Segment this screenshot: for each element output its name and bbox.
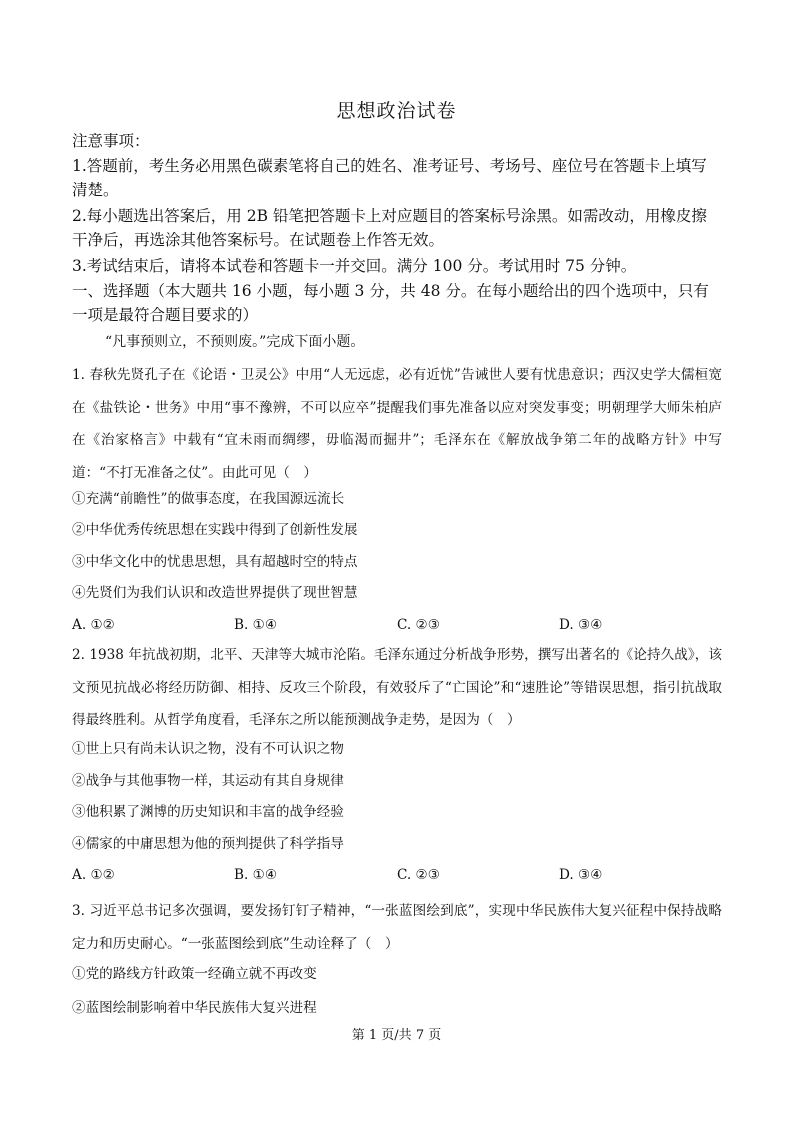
notice-item-2: 2.每小题选出答案后，用 2B 铅笔把答题卡上对应题目的答案标号涂黑。如需改动，用橡皮擦干净后，再选涂其他答案标号。在试题卷上作答无效。 [72,207,707,249]
page-title: 思想政治试卷 [336,100,457,122]
page-footer: 第 1 页/共 7 页 [351,1028,442,1043]
question-2-choice-d: D. ③④ [559,867,603,883]
question-1-option-2: ②中华优秀传统思想在实践中得到了创新性发展 [72,522,358,538]
notice-heading: 注意事项： [72,132,150,150]
question-2-choice-a: A. ①② [72,867,115,883]
question-1-option-1: ①充满“前瞻性”的做事态度，在我国源远流长 [72,491,345,507]
notice-item-3: 3.考试结束后，请将本试卷和答题卡一并交回。满分 100 分。考试用时 75 分钟。 [72,257,637,275]
question-2-option-2: ②战争与其他事物一样，其运动有其自身规律 [72,773,344,789]
question-1-choice-d: D. ③④ [559,617,603,633]
question-1-choice-b: B. ①④ [234,617,278,633]
question-1-stem: 1. 春秋先贤孔子在《论语・卫灵公》中用“人无远虑，必有近忧”告诫世人要有忧患意识；西汉史学大儒桓宽在《盐铁论・世务》中用“事不豫辨，不可以应卒”提醒我们事先准备以应对突发事变；明朝理学大师朱柏庐在《治家格言》中载有“宜未雨而绸缪，毋临渴而掘井”；毛泽东在《解放战争第二年的战略方针》中写道：“不打无准备之仗”。由此可见（ ） [72,367,722,481]
question-2-stem: 2. 1938 年抗战初期，北平、天津等大城市沦陷。毛泽东通过分析战争形势，撰写出著名的《论持久战》，该文预见抗战必将经历防御、相持、反攻三个阶段，有效驳斥了“亡国论”和“速胜论”等错误思想，指引抗战取得最终胜利。从哲学角度看，毛泽东之所以能预测战争走势，是因为（ ） [72,647,722,729]
question-2-option-3: ③他积累了渊博的历史知识和丰富的战争经验 [72,804,344,820]
question-3-option-1: ①党的路线方针政策一经确立就不再改变 [72,966,317,982]
question-1-choice-a: A. ①② [72,617,115,633]
group-intro: “凡事预则立，不预则废。”完成下面小题。 [105,334,365,350]
question-2-option-4: ④儒家的中庸思想为他的预判提供了科学指导 [72,836,344,852]
section-heading: 一、选择题（本大题共 16 小题，每小题 3 分，共 48 分。在每小题给出的四个选项中，只有一项是最符合题目要求的） [72,282,709,324]
question-2-choices [72,863,722,887]
question-2-option-1: ①世上只有尚未认识之物，没有不可认识之物 [72,741,344,757]
question-3-option-2: ②蓝图绘制影响着中华民族伟大复兴进程 [72,1000,317,1016]
question-3-stem: 3. 习近平总书记多次强调，要发扬钉钉子精神，“一张蓝图绘到底”，实现中华民族伟大复兴征程中保持战略定力和历史耐心。“一张蓝图绘到底”生动诠释了（ ） [72,903,722,952]
question-2-choice-b: B. ①④ [234,867,278,883]
question-1-choice-c: C. ②③ [397,617,440,633]
question-2-choice-c: C. ②③ [397,867,440,883]
notice-item-1: 1.答题前，考生务必用黑色碳素笔将自己的姓名、准考证号、考场号、座位号在答题卡上填写清楚。 [72,157,707,199]
question-1-option-4: ④先贤们为我们认识和改造世界提供了现世智慧 [72,585,358,601]
question-1-choices [72,613,722,637]
question-1-option-3: ③中华文化中的忧患思想，具有超越时空的特点 [72,554,358,570]
